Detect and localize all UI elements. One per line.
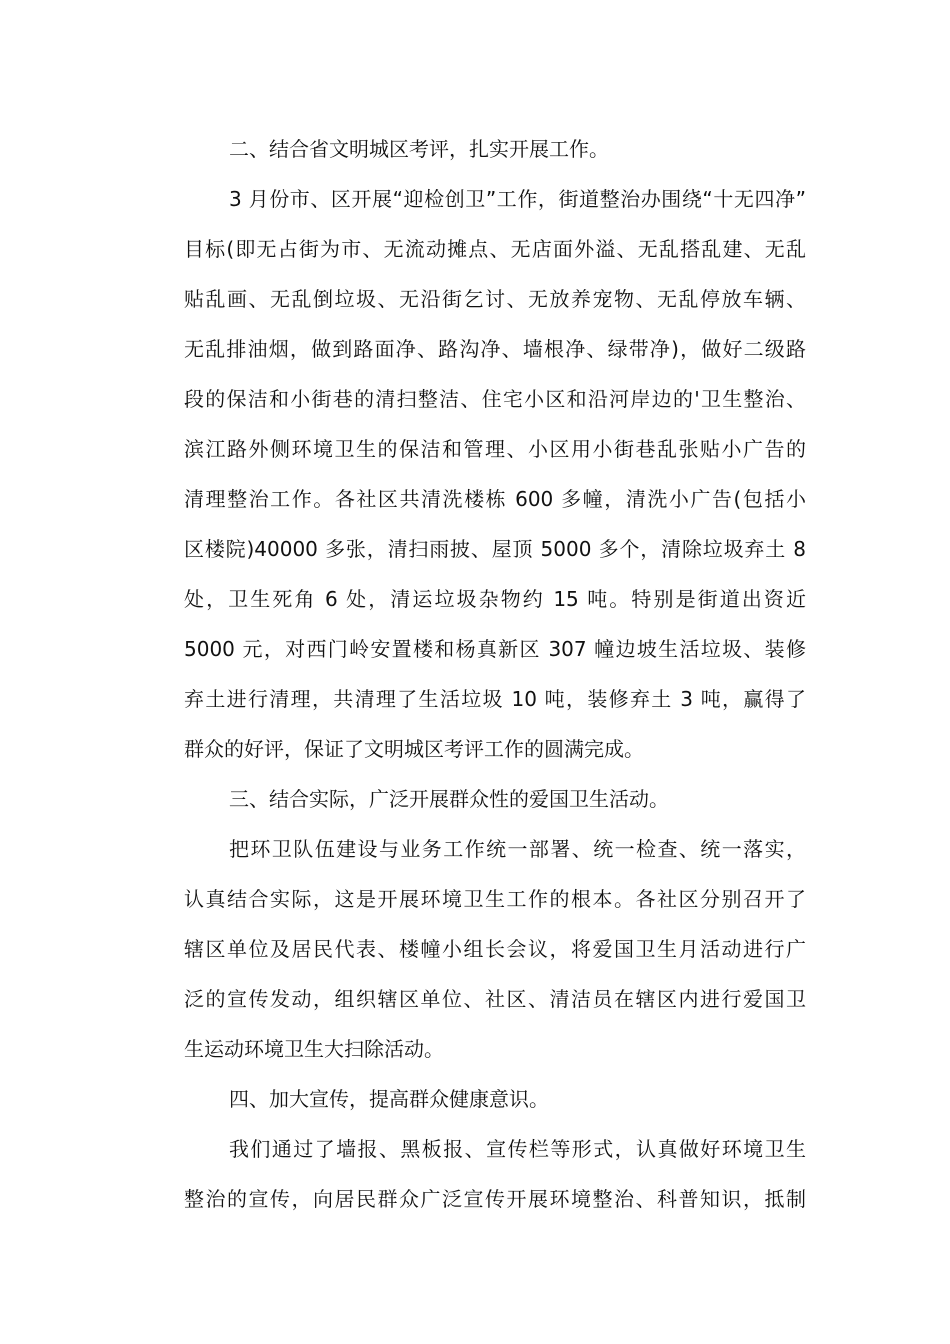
text-line: 滨江路外侧环境卫生的保洁和管理、小区用小街巷乱张贴小广告的 <box>184 437 806 461</box>
text-line: 区楼院)40000 多张，清扫雨披、屋顶 5000 多个，清除垃圾弃土 8 <box>184 537 806 561</box>
text-line: 整治的宣传，向居民群众广泛宣传开展环境整治、科普知识，抵制 <box>184 1187 806 1211</box>
text-line: 生运动环境卫生大扫除活动。 <box>184 1037 444 1061</box>
paragraph-section-4 <box>144 1124 806 1224</box>
text-line: 贴乱画、无乱倒垃圾、无沿街乞讨、无放养宠物、无乱停放车辆、 <box>184 287 806 311</box>
text-line: 3 月份市、区开展“迎检创卫”工作，街道整治办围绕“十无四净” <box>229 187 806 211</box>
text-line: 我们通过了墙报、黑板报、宣传栏等形式，认真做好环境卫生 <box>229 1137 806 1161</box>
text-line: 泛的宣传发动，组织辖区单位、社区、清洁员在辖区内进行爱国卫 <box>184 987 806 1011</box>
text-line: 目标(即无占街为市、无流动摊点、无店面外溢、无乱搭乱建、无乱 <box>184 237 806 261</box>
text-line: 处，卫生死角 6 处，清运垃圾杂物约 15 吨。特别是街道出资近 <box>184 587 806 611</box>
text-line: 四、加大宣传，提高群众健康意识。 <box>229 1087 549 1111</box>
text-line: 清理整治工作。各社区共清洗楼栋 600 多幢，清洗小广告(包括小 <box>184 487 806 511</box>
section-heading-3 <box>144 774 806 824</box>
paragraph-section-3 <box>144 824 806 1074</box>
text-line: 认真结合实际，这是开展环境卫生工作的根本。各社区分别召开了 <box>184 887 806 911</box>
text-line: 把环卫队伍建设与业务工作统一部署、统一检查、统一落实， <box>229 837 806 861</box>
document-body <box>144 124 806 1224</box>
text-line: 弃土进行清理，共清理了生活垃圾 10 吨，装修弃土 3 吨，赢得了 <box>184 687 806 711</box>
text-line: 群众的好评，保证了文明城区考评工作的圆满完成。 <box>184 737 644 761</box>
text-line: 无乱排油烟，做到路面净、路沟净、墙根净、绿带净)，做好二级路 <box>184 337 806 361</box>
text-line: 段的保洁和小街巷的清扫整洁、住宅小区和沿河岸边的'卫生整治、 <box>184 387 806 411</box>
section-heading-4 <box>144 1074 806 1124</box>
text-line: 辖区单位及居民代表、楼幢小组长会议，将爱国卫生月活动进行广 <box>184 937 806 961</box>
text-line: 5000 元，对西门岭安置楼和杨真新区 307 幢边坡生活垃圾、装修 <box>184 637 806 661</box>
text-line: 三、结合实际，广泛开展群众性的爱国卫生活动。 <box>229 787 669 811</box>
paragraph-section-2 <box>144 174 806 774</box>
section-heading-2 <box>144 124 806 174</box>
text-line: 二、结合省文明城区考评，扎实开展工作。 <box>229 137 609 161</box>
